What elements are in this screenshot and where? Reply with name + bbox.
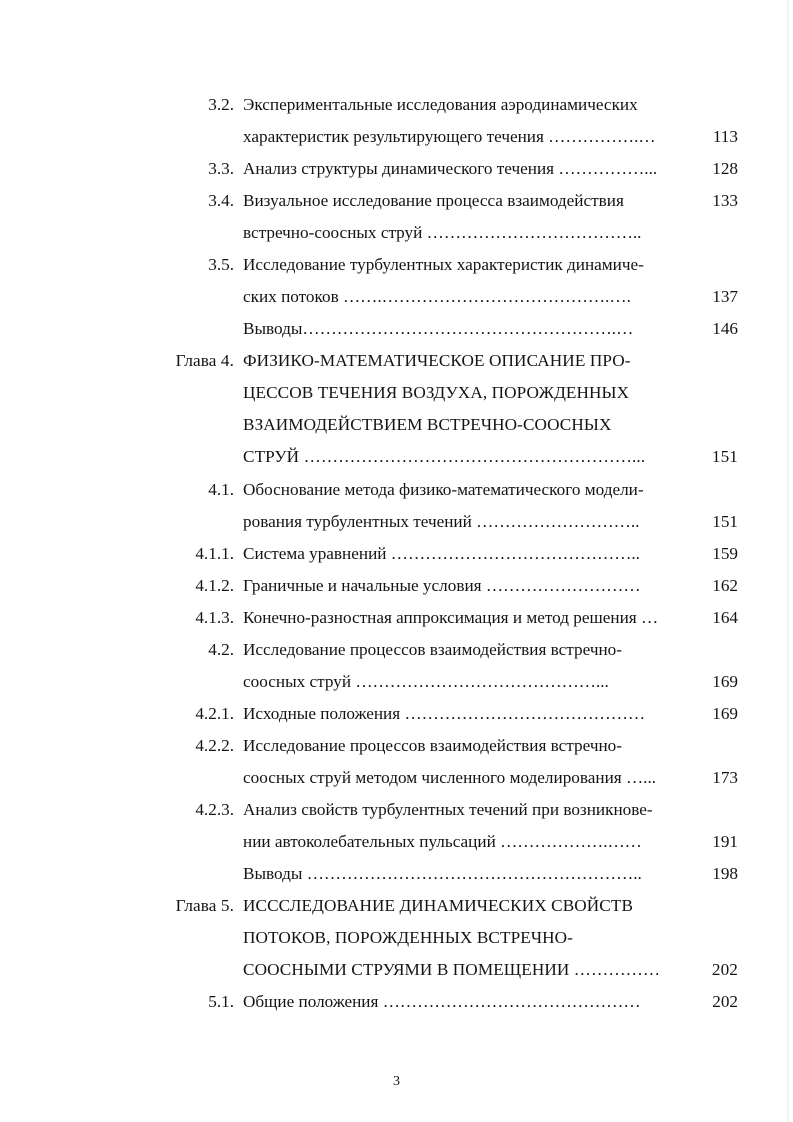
toc-entry[interactable] xyxy=(0,121,793,153)
toc-entry[interactable] xyxy=(0,570,793,602)
toc-page-number: 159 xyxy=(712,544,738,563)
toc-page-number: 137 xyxy=(712,287,738,306)
scan-edge xyxy=(787,0,789,1122)
toc-entry[interactable] xyxy=(0,730,793,762)
toc-section-number: 3.4. xyxy=(208,191,234,210)
toc-page-number: 173 xyxy=(712,768,738,787)
toc-page-number: 146 xyxy=(712,319,738,338)
toc-entry[interactable] xyxy=(0,377,793,409)
toc-section-title: СТРУЙ …………………………………………………... xyxy=(243,447,646,466)
toc-section-title: рования турбулентных течений ……………………….. xyxy=(243,512,640,531)
toc-section-title: Выводы……………………………………………….… xyxy=(243,319,634,338)
toc-entry[interactable] xyxy=(0,538,793,570)
toc-section-title: ЦЕССОВ ТЕЧЕНИЯ ВОЗДУХА, ПОРОЖДЕННЫХ xyxy=(243,383,630,402)
toc-entry[interactable] xyxy=(0,89,793,121)
toc-section-title: Выводы ………………………………………………….. xyxy=(243,864,642,883)
toc-section-title: Граничные и начальные условия ……………………… xyxy=(243,576,641,595)
toc-page-number: 151 xyxy=(712,512,738,531)
toc-page-number: 191 xyxy=(712,832,738,851)
toc-entry[interactable] xyxy=(0,281,793,313)
toc-section-title: Конечно-разностная аппроксимация и метод решения … xyxy=(243,608,659,627)
toc-page-number: 162 xyxy=(712,576,738,595)
toc-section-title: Система уравнений …………………………………….. xyxy=(243,544,640,563)
toc-section-title: Общие положения ……………………………………… xyxy=(243,992,641,1011)
toc-section-number: 4.1.3. xyxy=(195,608,234,627)
toc-page-number: 164 xyxy=(712,608,738,627)
toc-entry[interactable] xyxy=(0,474,793,506)
toc-section-number: 4.1.2. xyxy=(195,576,234,595)
toc-section-number: 4.2.1. xyxy=(195,704,234,723)
toc-page-number: 169 xyxy=(712,672,738,691)
toc-section-number: 4.2. xyxy=(208,640,234,659)
toc-section-title: Исходные положения …………………………………… xyxy=(243,704,646,723)
toc-entry[interactable] xyxy=(0,249,793,281)
toc-entry[interactable] xyxy=(0,409,793,441)
toc-section-number: Глава 4. xyxy=(175,351,234,370)
toc-entry[interactable] xyxy=(0,698,793,730)
toc-page-number: 198 xyxy=(712,864,738,883)
toc-section-number: Глава 5. xyxy=(175,896,234,915)
toc-section-title: Обоснование метода физико-математического модели- xyxy=(243,480,644,499)
toc-section-title: Анализ свойств турбулентных течений при возникнове- xyxy=(243,800,653,819)
toc-page-number: 202 xyxy=(712,992,738,1011)
toc-section-title: ПОТОКОВ, ПОРОЖДЕННЫХ ВСТРЕЧНО- xyxy=(243,928,573,947)
toc-page-number: 169 xyxy=(712,704,738,723)
toc-section-title: ВЗАИМОДЕЙСТВИЕМ ВСТРЕЧНО-СООСНЫХ xyxy=(243,415,612,434)
toc-entry[interactable] xyxy=(0,762,793,794)
toc-page-number: 151 xyxy=(711,447,738,466)
toc-section-title: соосных струй ……………………………………... xyxy=(243,672,609,691)
toc-section-title: встречно-соосных струй ……………………………….. xyxy=(243,223,642,242)
toc-entry[interactable] xyxy=(0,858,793,890)
toc-section-number: 3.5. xyxy=(208,255,234,274)
toc-section-title: Анализ структуры динамического течения ……………... xyxy=(243,159,658,178)
toc-entry[interactable] xyxy=(0,313,793,345)
toc-entry[interactable] xyxy=(0,441,793,473)
toc-entry[interactable] xyxy=(0,634,793,666)
toc-section-title: характеристик результирующего течения …………….… xyxy=(243,127,656,146)
page-number: 3 xyxy=(393,1074,400,1089)
toc-section-number: 4.2.3. xyxy=(195,800,234,819)
toc-entry[interactable] xyxy=(0,890,793,922)
toc-entry[interactable] xyxy=(0,666,793,698)
toc-section-title: ИСССЛЕДОВАНИЕ ДИНАМИЧЕСКИХ СВОЙСТВ xyxy=(243,896,634,915)
toc-entry[interactable] xyxy=(0,986,793,1018)
toc-section-number: 3.2. xyxy=(208,95,234,114)
toc-section-title: Исследование процессов взаимодействия встречно- xyxy=(243,736,622,755)
toc-section-number: 3.3. xyxy=(208,159,234,178)
toc-page-number: 133 xyxy=(712,191,738,210)
toc-section-title: Визуальное исследование процесса взаимодействия xyxy=(243,191,624,210)
toc-section-number: 4.1. xyxy=(208,480,234,499)
toc-entry[interactable] xyxy=(0,602,793,634)
toc-entry[interactable] xyxy=(0,153,793,185)
toc-section-title: Исследование процессов взаимодействия встречно- xyxy=(243,640,622,659)
toc-section-title: Экспериментальные исследования аэродинамических xyxy=(243,95,638,114)
toc-entry[interactable] xyxy=(0,922,793,954)
toc-section-title: соосных струй методом численного моделирования …... xyxy=(243,768,657,787)
toc-section-number: 4.1.1. xyxy=(195,544,234,563)
toc-entry[interactable] xyxy=(0,954,793,986)
toc-page-number: 128 xyxy=(712,159,738,178)
toc-entry[interactable] xyxy=(0,826,793,858)
toc-entry[interactable] xyxy=(0,185,793,217)
toc-section-number: 5.1. xyxy=(208,992,234,1011)
toc-section-title: Исследование турбулентных характеристик динамиче- xyxy=(243,255,644,274)
toc-entry[interactable] xyxy=(0,217,793,249)
toc-section-title: нии автоколебательных пульсаций ……………….…… xyxy=(243,832,642,851)
toc-entry[interactable] xyxy=(0,794,793,826)
toc-section-title: ФИЗИКО-МАТЕМАТИЧЕСКОЕ ОПИСАНИЕ ПРО- xyxy=(243,351,631,370)
toc-entry[interactable] xyxy=(0,345,793,377)
toc-section-number: 4.2.2. xyxy=(195,736,234,755)
toc-section-title: СООСНЫМИ СТРУЯМИ В ПОМЕЩЕНИИ …………… xyxy=(243,960,661,979)
toc-section-title: ских потоков …….………………………………….…. xyxy=(243,287,631,306)
toc-page-number: 113 xyxy=(712,127,738,146)
toc-entry[interactable] xyxy=(0,506,793,538)
toc-page-number: 202 xyxy=(711,960,738,979)
